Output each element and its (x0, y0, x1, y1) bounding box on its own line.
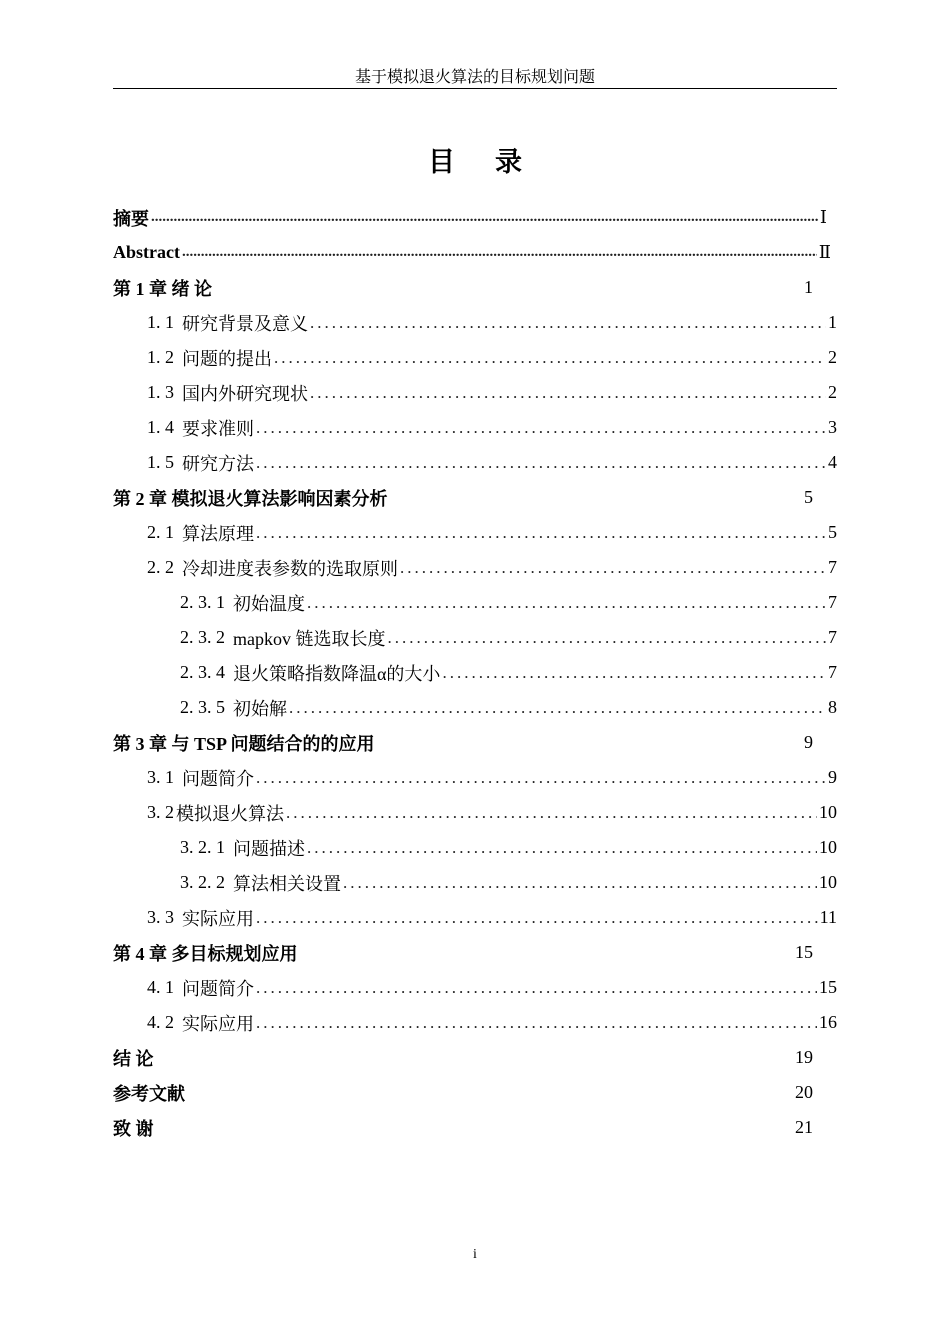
toc-leader (182, 244, 817, 261)
toc-chapter-1[interactable] (113, 270, 837, 305)
toc-page: 15 (819, 977, 837, 997)
toc-references[interactable] (113, 1075, 837, 1110)
toc-leader (307, 593, 826, 613)
toc-section-4-2[interactable] (147, 1005, 837, 1040)
toc-page: 5 (804, 487, 813, 507)
toc-label: 研究方法 (182, 453, 254, 474)
toc-number: 2. 3. 5 (180, 697, 225, 717)
toc-label: 模拟退火算法 (176, 803, 284, 824)
toc-chapter-3[interactable] (113, 725, 837, 760)
toc-section-1-4[interactable] (147, 410, 837, 445)
toc-page: 21 (795, 1117, 813, 1137)
toc-label: 问题简介 (182, 768, 254, 789)
toc-number: 2. 3. 1 (180, 592, 225, 612)
toc-section-1-1[interactable] (147, 305, 837, 340)
toc-acknowledgements[interactable] (113, 1110, 837, 1145)
toc-page: 7 (828, 662, 837, 682)
toc-number: 1. 3 (147, 382, 174, 402)
toc-page: 8 (828, 697, 837, 717)
toc-page: Ⅰ (819, 207, 827, 227)
toc-label: 退火策略指数降温α的大小 (233, 663, 441, 684)
toc-leader (343, 873, 817, 893)
toc-page: 7 (828, 627, 837, 647)
toc-page: 16 (819, 1012, 837, 1032)
toc-number: 4. 2 (147, 1012, 174, 1032)
toc-label: Abstract (113, 242, 180, 262)
toc-page: 2 (828, 347, 837, 367)
toc-section-2-2[interactable] (147, 550, 837, 585)
toc-label: 研究背景及意义 (182, 313, 308, 334)
toc-leader (400, 558, 826, 578)
toc-subsection-2-3-4[interactable] (180, 655, 837, 690)
toc-label: 结 论 (113, 1048, 154, 1069)
toc-label: 初始温度 (233, 593, 305, 614)
toc-label: 第 1 章 绪 论 (113, 278, 212, 299)
toc-leader (307, 838, 817, 858)
toc-page: 5 (828, 522, 837, 542)
toc-number: 1. 4 (147, 417, 174, 437)
toc-leader (256, 768, 826, 788)
toc-leader (442, 663, 826, 683)
toc-page: 7 (828, 592, 837, 612)
toc-number: 3. 2 (147, 802, 174, 822)
toc-subsection-2-3-2[interactable] (180, 620, 837, 655)
toc-label: 要求准则 (182, 418, 254, 439)
toc-chapter-4[interactable] (113, 935, 837, 970)
toc-number: 4. 1 (147, 977, 174, 997)
toc-label: 初始解 (233, 698, 287, 719)
toc-number: 2. 2 (147, 557, 174, 577)
toc-number: 2. 3. 4 (180, 662, 225, 682)
toc-subsection-2-3-5[interactable] (180, 690, 837, 725)
toc-label: 实际应用 (182, 908, 254, 929)
toc-leader (310, 383, 826, 403)
toc-number: 2. 1 (147, 522, 174, 542)
toc-label: 第 2 章 模拟退火算法影响因素分析 (113, 488, 388, 509)
toc-leader (256, 418, 826, 438)
toc-leader (256, 908, 818, 928)
toc-chapter-2[interactable] (113, 480, 837, 515)
toc-label: 第 3 章 与 TSP 问题结合的的应用 (113, 733, 375, 754)
toc-label: 致 谢 (113, 1118, 154, 1139)
toc-leader (256, 523, 826, 543)
toc-page: 2 (828, 382, 837, 402)
toc-leader (286, 803, 817, 823)
toc-entry-abstract-cn[interactable] (113, 200, 837, 235)
toc-label: 参考文献 (113, 1083, 185, 1104)
page-number: i (473, 1247, 477, 1262)
toc-section-1-3[interactable] (147, 375, 837, 410)
toc-number: 1. 5 (147, 452, 174, 472)
toc-number: 1. 1 (147, 312, 174, 332)
toc-label: 冷却进度表参数的选取原则 (182, 558, 398, 579)
toc-section-2-1[interactable] (147, 515, 837, 550)
toc-leader (256, 453, 826, 473)
toc-page: 11 (819, 907, 837, 927)
toc-page: 20 (795, 1082, 813, 1102)
toc-page: 15 (795, 942, 813, 962)
toc-section-1-5[interactable] (147, 445, 837, 480)
toc-number: 3. 1 (147, 767, 174, 787)
toc-label: 实际应用 (182, 1013, 254, 1034)
toc-section-3-3[interactable] (147, 900, 837, 935)
toc-page: Ⅱ (818, 242, 831, 262)
toc-section-3-1[interactable] (147, 760, 837, 795)
toc-leader (151, 209, 818, 226)
toc-label: 算法原理 (182, 523, 254, 544)
toc-leader (310, 313, 826, 333)
toc-label: 算法相关设置 (233, 873, 341, 894)
toc-label: 问题简介 (182, 978, 254, 999)
toc-label: 问题描述 (233, 838, 305, 859)
toc-page: 10 (819, 872, 837, 892)
toc-page: 4 (828, 452, 837, 472)
toc-subsection-2-3-1[interactable] (180, 585, 837, 620)
toc-section-3-2[interactable] (147, 795, 837, 830)
page-title (0, 140, 950, 179)
toc-subsection-3-2-1[interactable] (180, 830, 837, 865)
page-title-first: 目 (428, 147, 455, 177)
toc-label: 第 4 章 多目标规划应用 (113, 943, 298, 964)
toc-leader (388, 628, 827, 648)
toc-number: 3. 2. 1 (180, 837, 225, 857)
page-title-second: 录 (495, 147, 522, 177)
toc-page: 1 (828, 312, 837, 332)
toc-page: 7 (828, 557, 837, 577)
toc-leader (274, 348, 826, 368)
toc-page: 19 (795, 1047, 813, 1067)
toc-page: 9 (804, 732, 813, 752)
toc-page: 1 (804, 277, 813, 297)
toc-subsection-3-2-2[interactable] (180, 865, 837, 900)
toc-number: 2. 3. 2 (180, 627, 225, 647)
toc-page: 10 (819, 802, 837, 822)
toc-number: 1. 2 (147, 347, 174, 367)
toc-section-1-2[interactable] (147, 340, 837, 375)
toc-page: 10 (819, 837, 837, 857)
running-header: 基于模拟退火算法的目标规划问题 (113, 68, 837, 89)
toc-page: 9 (828, 767, 837, 787)
toc-label: 摘要 (113, 208, 149, 229)
toc-section-4-1[interactable] (147, 970, 837, 1005)
toc-conclusion[interactable] (113, 1040, 837, 1075)
toc-label: 问题的提出 (182, 348, 272, 369)
toc-leader (256, 1013, 817, 1033)
toc-label: mapkov 链选取长度 (233, 628, 386, 649)
toc-entry-abstract-en[interactable] (113, 235, 837, 270)
toc-page: 3 (828, 417, 837, 437)
toc-leader (256, 978, 817, 998)
toc-number: 3. 2. 2 (180, 872, 225, 892)
toc-label: 国内外研究现状 (182, 383, 308, 404)
toc-number: 3. 3 (147, 907, 174, 927)
toc-leader (289, 698, 826, 718)
